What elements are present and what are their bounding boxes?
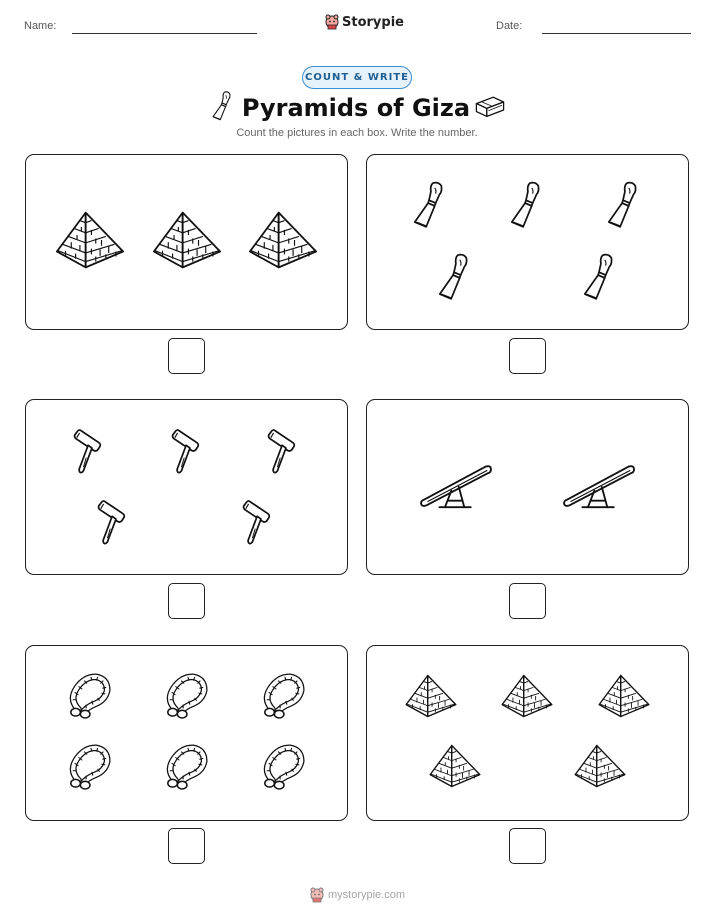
answer-box-5[interactable] bbox=[168, 828, 205, 864]
footer bbox=[310, 886, 405, 904]
pyramid-icon bbox=[500, 674, 554, 718]
lever-icon bbox=[419, 463, 493, 509]
brand-name: Storypie bbox=[342, 14, 404, 30]
brand-logo bbox=[325, 13, 404, 31]
pyramid-icon bbox=[247, 211, 319, 269]
chisel-icon bbox=[580, 252, 618, 302]
rope-icon bbox=[67, 742, 111, 790]
chisel-icon bbox=[410, 180, 448, 230]
mallet-icon bbox=[241, 496, 279, 546]
chisel-icon bbox=[435, 252, 473, 302]
chisel-icon bbox=[210, 90, 234, 122]
mallet-icon bbox=[266, 425, 304, 475]
answer-box-1[interactable] bbox=[168, 338, 205, 374]
rope-icon bbox=[164, 671, 208, 719]
storypie-mascot-icon bbox=[325, 14, 339, 30]
footer-url[interactable]: mystorypie.com bbox=[328, 889, 406, 901]
answer-box-2[interactable] bbox=[509, 338, 546, 374]
answer-box-4[interactable] bbox=[509, 583, 546, 619]
date-line[interactable] bbox=[542, 33, 691, 34]
rope-icon bbox=[67, 671, 111, 719]
page-title: Pyramids of Giza bbox=[241, 94, 471, 122]
storypie-mascot-icon bbox=[310, 887, 324, 903]
pyramid-icon bbox=[151, 211, 223, 269]
answer-box-6[interactable] bbox=[509, 828, 546, 864]
stone-block-icon bbox=[474, 94, 506, 118]
activity-badge: COUNT & WRITE bbox=[302, 66, 412, 89]
name-label: Name: bbox=[24, 20, 57, 32]
answer-box-3[interactable] bbox=[168, 583, 205, 619]
mallet-icon bbox=[170, 425, 208, 475]
count-box-4 bbox=[366, 399, 689, 575]
count-box-6 bbox=[366, 645, 689, 821]
chisel-icon bbox=[507, 180, 545, 230]
date-label: Date: bbox=[496, 20, 523, 32]
pyramid-icon bbox=[597, 674, 651, 718]
pyramid-icon bbox=[54, 211, 126, 269]
pyramid-icon bbox=[573, 744, 627, 788]
rope-icon bbox=[164, 742, 208, 790]
pyramid-icon bbox=[404, 674, 458, 718]
pyramid-icon bbox=[428, 744, 482, 788]
name-line[interactable] bbox=[72, 33, 257, 34]
rope-icon bbox=[261, 742, 305, 790]
mallet-icon bbox=[72, 425, 110, 475]
rope-icon bbox=[261, 671, 305, 719]
lever-icon bbox=[562, 463, 636, 509]
mallet-icon bbox=[96, 496, 134, 546]
chisel-icon bbox=[604, 180, 642, 230]
instructions: Count the pictures in each box. Write the number. bbox=[236, 127, 478, 139]
